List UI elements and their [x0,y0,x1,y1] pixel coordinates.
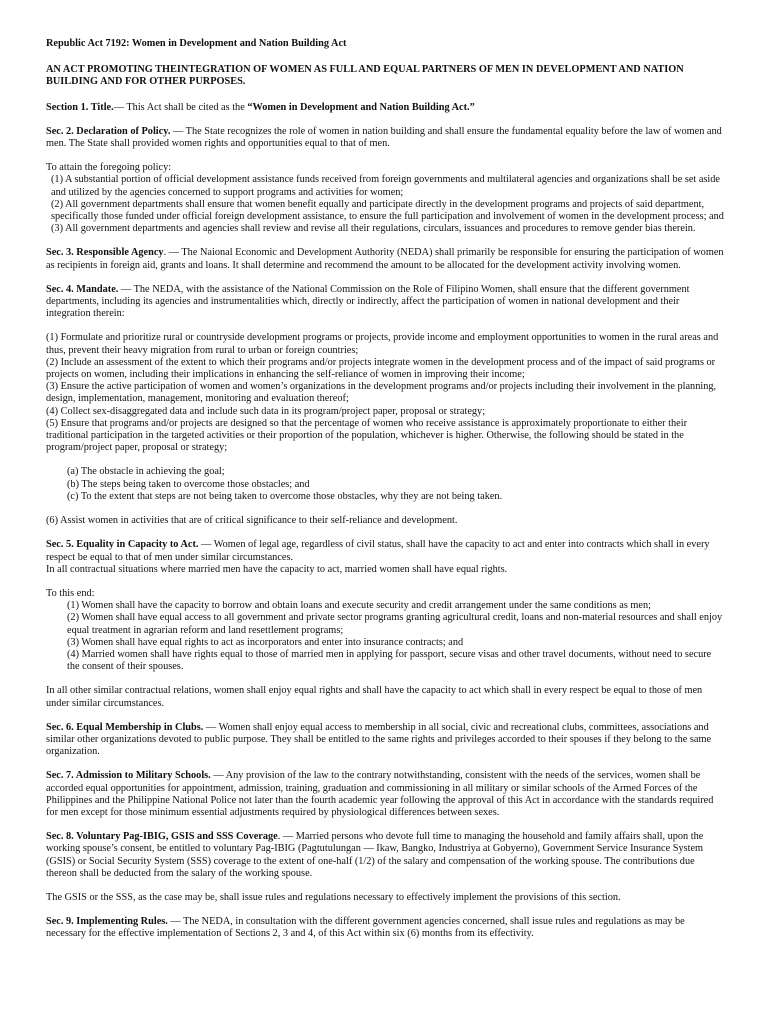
section-5-label: Sec. 5. Equality in Capacity to Act. [46,539,199,551]
mandate-item: (1) Formulate and prioritize rural or countryside development programs or projects, provide income and employment opportunities to women in the rural areas and thus, prevent their heavy migration from rural to urban or foreign countries; [46,332,719,356]
section-4 [46,284,724,321]
act-title: AN ACT PROMOTING THEINTEGRATION OF WOMEN AS FULL AND EQUAL PARTNERS OF MEN IN DEVELOPMENT AND NATION BUILDING AND FOR OTHER PURPOSES. [46,64,684,88]
section-9-label: Sec. 9. Implementing Rules. [46,916,168,928]
section-5-text-2: In all contractual situations where married men have the capacity to act, married women shall have equal rights. [46,563,508,575]
section-7-text: — Any provision of the law to the contrary notwithstanding, consistent with the needs of the services, women shall be accorded equal opportunities for appointment, admission, training, graduation and commissioning in all military or similar schools of the Armed Forces of the Philippines and the Philippine National Police not later than the fourth academic year following the approval of this Act in accordance with the standards required for men except for those minimum essential adjustments required by physiological differences between sexes. [46,770,714,818]
mandate-subitem: (a) The obstacle in achieving the goal; [67,466,225,478]
section-4-label: Sec. 4. Mandate. [46,283,119,295]
document-title: Republic Act 7192: Women in Development and Nation Building Act [46,38,347,49]
section-5-text: — Women of legal age, regardless of civil status, shall have the capacity to act and enter into contracts which shall in every respect be equal to that of men under similar circumstances. [46,539,710,563]
mandate-item: (4) Collect sex-disaggregated data and include such data in its program/project paper, proposal or strategy; [46,405,486,417]
section-1-label: Section 1. Title. [46,101,114,113]
policy-block [46,162,724,235]
policy-item: (1) A substantial portion of official development assistance funds received from foreign governments and multilateral agencies and organizations shall be set aside and utilized by the agencies concerned to support programs and activities for women; [51,174,721,198]
section-5-items [46,588,724,673]
section-2-text: — The State recognizes the role of women in nation building and shall ensure the fundamental equality before the law of women and men. The State shall provided women rights and opportunities equal to that of men. [46,125,722,150]
mandate-item: (3) Ensure the active participation of women and women’s organizations in the development programs and/or projects including their involvement in the planning, design, implementation, management, monitoring and evaluation thereof; [46,381,717,405]
capacity-item: (2) Women shall have equal access to all government and private sector programs granting agricultural credit, loans and non-material resources and shall enjoy equal treatment in agrarian reform and land resettlement programs; [67,612,723,636]
section-4-items [46,332,724,454]
section-8 [46,831,724,880]
section-6-label: Sec. 6. Equal Membership in Clubs. [46,721,204,733]
section-3-text: . — The Naional Economic and Development Authority (NEDA) shall primarily be responsible for ensuring the participation of women as recipients in foreign aid, grants and loans. It shall determine and recommend the amount to be allocated for the development activity involving women. [46,247,724,271]
capacity-item: (3) Women shall have equal rights to act as incorporators and enter into insurance contracts; and [67,636,464,648]
section-4-subitems [46,466,724,503]
section-2 [46,126,724,150]
capacity-item: (1) Women shall have the capacity to borrow and obtain loans and execute security and credit arrangement under the same conditions as men; [67,600,651,612]
section-8-closing: The GSIS or the SSS, as the case may be, shall issue rules and regulations necessary to effectively implement the provisions of this section. [46,891,621,903]
policy-intro: To attain the foregoing policy: [46,162,172,174]
policy-item: (3) All government departments and agencies shall review and revise all their regulations, circulars, issuances and procedures to remove gender bias therein. [51,223,696,235]
section-1-quoted-title: “Women in Development and Nation Building Act.” [247,101,475,113]
mandate-subitem: (c) To the extent that steps are not being taken to overcome those obstacles, why they are not being taken. [67,490,503,502]
section-3 [46,247,724,271]
section-9 [46,916,724,940]
policy-item: (2) All government departments shall ensure that women benefit equally and participate directly in the development programs and projects of said department, specifically those funded under official foreign development assistance, to ensure the full participation and involvement of women in the development process; and [51,198,724,223]
section-1 [46,102,724,114]
section-8-text: . — Married persons who devote full time to managing the household and family affairs shall, upon the working spouse’s consent, be entitled to voluntary Pag-IBIG (Pagtutulungan — Ikaw, Bangko, Industriya at Gobyerno), Government Service Insurance System (GSIS) or Social Security System (SSS) coverage to the extent of one-half (1/2) of the salary and compensation of the working spouse. The contributions due thereon shall be deducted from the salary of the working spouse. [46,831,704,879]
section-4-text: — The NEDA, with the assistance of the National Commission on the Role of Filipino Women, shall ensure that the different government departments, including its agencies and instrumentalities which, directly or indirectly, affect the participation of women in national development and their integration therein: [46,283,690,320]
section-5 [46,539,724,576]
mandate-item: (5) Ensure that programs and/or projects are designed so that the percentage of women who receive assistance is approximately proportionate to either their traditional participation in the targeted activities or their proportion of the population, whichever is higher. Otherwise, the following should be stated in the program/project paper, proposal or strategy; [46,417,688,454]
section-4-item-6: (6) Assist women in activities that are of critical significance to their self-reliance and development. [46,515,458,527]
section-8-label: Sec. 8. Voluntary Pag-IBIG, GSIS and SSS Coverage [46,831,278,843]
section-7-label: Sec. 7. Admission to Military Schools. [46,770,211,782]
section-5-intro: To this end: [46,587,95,599]
mandate-subitem: (b) The steps being taken to overcome those obstacles; and [67,478,310,490]
section-5-closing: In all other similar contractual relations, women shall enjoy equal rights and shall have the capacity to act which shall in every respect be equal to those of men under similar circumstances. [46,685,703,709]
section-2-label: Sec. 2. Declaration of Policy. [46,125,171,137]
section-6-text: — Women shall enjoy equal access to membership in all social, civic and recreational clubs, committees, associations and similar other organizations devoted to public purpose. They shall be entitled to the same rights and privileges accorded to their spouses if they belong to the same organization. [46,721,712,758]
section-6 [46,722,724,759]
mandate-item: (2) Include an assessment of the extent to which their programs and/or projects integrate women in the development process and of the impact of said programs or projects on women, including their implications in enhancing the self-reliance of women in improving their income; [46,356,716,381]
section-1-text: — This Act shall be cited as the [113,101,248,113]
section-9-text: — The NEDA, in consultation with the different government agencies concerned, shall issue rules and regulations as may be necessary for the effective implementation of Sections 2, 3 and 4, of this Act within six (6) months from its effectivity. [46,916,685,940]
capacity-item: (4) Married women shall have rights equal to those of married men in applying for passport, secure visas and other travel documents, without need to secure the consent of their spouses. [67,648,712,673]
section-7 [46,770,724,819]
section-3-label: Sec. 3. Responsible Agency [46,247,164,259]
